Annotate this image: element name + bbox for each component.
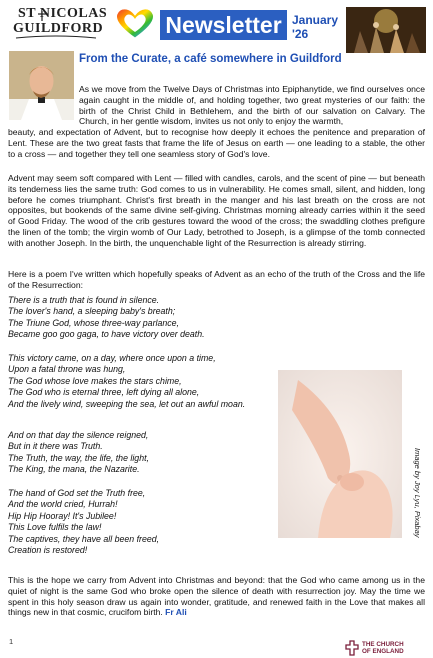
poem-line: There is a truth that is found in silence. <box>8 295 160 305</box>
poem-line: Became goo goo gaga, to have victory over death. <box>8 329 205 340</box>
article-paragraph-3: Here is a poem I've written which hopefully speaks of Advent as an echo of the truth of the Cross and the life of the Resurrection: <box>8 269 425 290</box>
poem-stanza-1 <box>8 295 268 341</box>
newsletter-title: Newsletter <box>160 10 287 40</box>
closing-text: This is the hope we carry from Advent into Christmas and beyond: that the God who came among us in the quiet of night is the same God who broke open the silence of death with resurrection joy. May the time we spent in this holy season draw us again into wonder, gratitude, and renewed faith in the Love that makes all things new in that cosmic, crucifom birth. <box>8 575 425 618</box>
poem-line: The Truth, the way, the life, the light, <box>8 452 149 463</box>
poem-line: This Love fulfils the law! <box>8 522 102 533</box>
coe-line-2: OF ENGLAND <box>362 648 404 655</box>
article-paragraph-closing <box>8 575 425 618</box>
church-of-england-logo <box>345 639 431 657</box>
issue-date <box>292 13 338 41</box>
poem-line: And the lively wind, sweeping the sea, let out an awful moan. <box>8 398 246 409</box>
poem-line: The hand of God set the Truth free, <box>8 488 146 498</box>
signature: Fr Ali <box>165 607 187 618</box>
poem-stanza-2 <box>8 353 268 410</box>
article-heading: From the Curate, a café somewhere in Guildford <box>79 53 342 65</box>
poem-stanza-3 <box>8 430 268 476</box>
logo-line-2: GUILDFORD <box>13 21 104 36</box>
poem-line: Hip Hip Hooray! It's Jubilee! <box>8 510 117 521</box>
article-paragraph-2: Advent may seem soft compared with Lent — filled with candles, carols, and the scent of pine — but beneath its tenderness lies the same truth: God comes to us in vulnerability. He comes small, silent, and hidden, long before he comes triumphant. Christ's first breath in the manger and his last breath on the cross are not opposites, but bookends of the same divine self-giving. Christmas morning already carries within it the seed of Good Friday. The wood of the crib gestures toward the wood of the cross; the swaddling clothes prefigure the linen of the tomb; the virgin womb of Our Lady, betrothed to Joseph, is a glimpse of the tomb connected with another Joseph. In the birth, the unquenchable light of the Resurrection is already stirring. <box>8 173 425 248</box>
article-paragraph-1-start: As we move from the Twelve Days of Christmas into Epiphanytide, we find ourselves once again caught in the middle of, and holding together, two great mysteries of our faith: the birth of the Christ Child in Bethlehem, and the birth of our salvation on Calvary. The Church, in her gentle wisdom, invites us not only to enjoy the warmth, <box>79 84 425 127</box>
article-paragraph-1-end: beauty, and expectation of Advent, but to recognise how deeply it echoes the penitence and preparation of Lent. These are the two great fasts that frame the life of Jesus on earth — one leading to a stable, the other to a cross — and together they tell one seamless story of God's love. <box>8 127 425 159</box>
poem-line: But in it there was Truth. <box>8 441 103 452</box>
poem-stanza-4 <box>8 488 268 556</box>
poem-line: And on that day the silence reigned, <box>8 430 149 440</box>
issue-year: '26 <box>292 27 309 41</box>
poem-line: Upon a fatal throne was hung, <box>8 364 126 375</box>
issue-month: January <box>292 13 339 27</box>
poem-line: The God whose love makes the stars chime, <box>8 375 182 386</box>
coe-line-1: THE CHURCH <box>362 641 404 648</box>
logo-line-1: ST NICOLAS <box>18 6 108 21</box>
poem-line: This victory came, on a day, where once upon a time, <box>8 353 216 363</box>
poem-line: The King, the mana, the Nazarite. <box>8 464 140 475</box>
image-credit-text: Image by Joy Lyu, Pixabay <box>413 448 422 538</box>
cross-icon <box>345 640 359 656</box>
poem-line: The captives, they have all been freed, <box>8 533 160 544</box>
poem-line: Creation is restored! <box>8 545 88 556</box>
poem-line: The God who is eternal three, left dying all alone, <box>8 387 200 398</box>
poem-line: The Triune God, whose three-way parlance, <box>8 317 179 328</box>
nativity-image <box>346 7 426 53</box>
curate-photo <box>9 51 74 120</box>
poem-line: And the world cried, Hurrah! <box>8 499 118 510</box>
page-number: 1 <box>9 637 14 646</box>
poem-line: The lover's hand, a sleeping baby's breath; <box>8 306 176 317</box>
baby-hand-photo <box>278 370 402 538</box>
rainbow-heart-icon <box>114 6 156 40</box>
image-credit <box>410 448 424 540</box>
